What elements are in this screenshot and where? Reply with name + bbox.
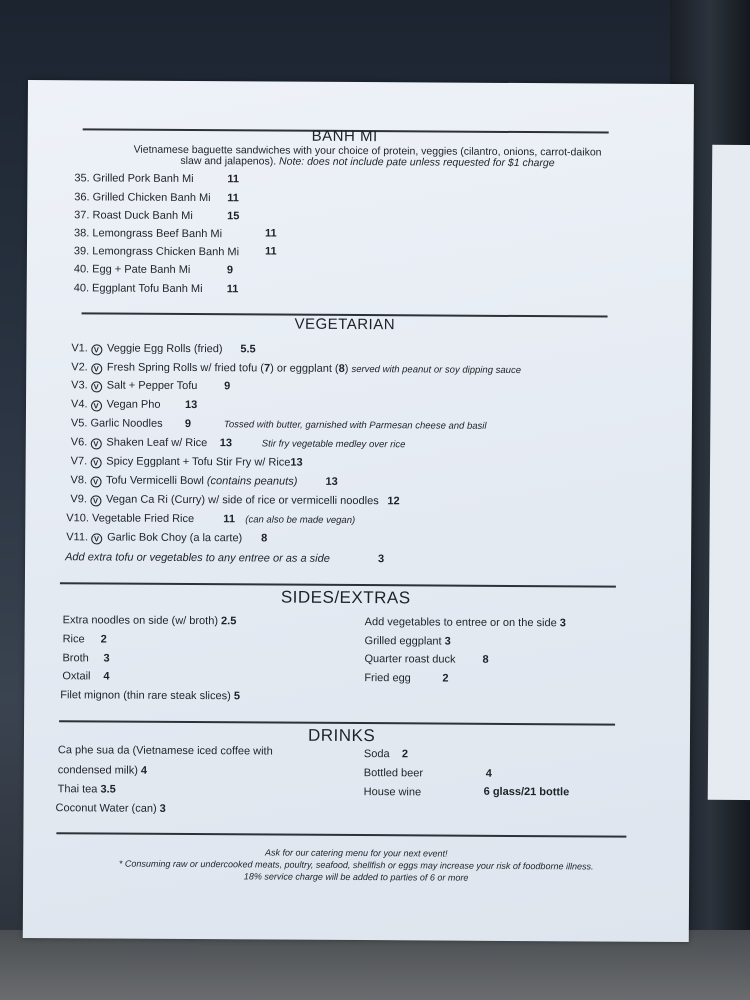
section-title-vegetarian: VEGETARIAN [294, 315, 396, 334]
item-price: 9 [226, 264, 234, 277]
menu-item: V6. V Shaken Leaf w/ Rice [70, 436, 208, 450]
item-note: Tossed with butter, garnished with Parmesan cheese and basil [223, 419, 487, 432]
extra-note: Add extra tofu or vegetables to any entree or as a side [65, 551, 330, 565]
banh-mi-description [67, 144, 667, 170]
divider [56, 832, 626, 837]
menu-sheet [23, 80, 694, 942]
item-price: 2 [442, 672, 449, 685]
item-price: 8 [482, 653, 489, 666]
item-price: 3 [378, 553, 385, 566]
vegan-icon: V [91, 363, 102, 374]
section-title-banh-mi: BANH MI [311, 127, 378, 146]
item-price: 15 [227, 210, 240, 223]
item-price: 2 [401, 748, 409, 761]
menu-item: 39. Lemongrass Chicken Banh Mi [73, 245, 240, 259]
menu-item: V8. V Tofu Vermicelli Bowl (contains peanuts) [70, 474, 298, 488]
vegan-icon: V [91, 533, 102, 544]
item-price: 8 [261, 532, 268, 545]
menu-item: V3. V Salt + Pepper Tofu [71, 379, 198, 393]
side-item: Filet mignon (thin rare steak slices) 5 [60, 689, 241, 703]
item-price: 2 [100, 633, 107, 646]
drink-item: Thai tea 3.5 [57, 783, 116, 796]
item-price: 9 [184, 417, 192, 431]
side-item: Oxtail [62, 670, 91, 683]
menu-item: 40. Eggplant Tofu Banh Mi [73, 282, 203, 296]
item-price: 11 [227, 192, 239, 205]
item-note: Stir fry vegetable medley over rice [261, 438, 406, 451]
vegan-icon: V [90, 457, 101, 468]
item-price: 5.5 [240, 343, 256, 356]
drink-item: Soda [363, 748, 390, 761]
side-item: Extra noodles on side (w/ broth) 2.5 [62, 614, 237, 628]
drink-item: House wine [363, 786, 422, 799]
side-item: Add vegetables to entree or on the side 3 [364, 616, 566, 630]
menu-item: V7. V Spicy Eggplant + Tofu Stir Fry w/ Rice13 [70, 455, 303, 469]
vegan-icon: V [91, 400, 102, 411]
item-price: 11 [223, 513, 235, 526]
item-price: 11 [264, 245, 277, 258]
item-note: served with peanut or soy dipping sauce [351, 363, 522, 377]
description-line: slaw and jalapenos). Note: does not include pate unless requested for $1 charge [180, 154, 555, 170]
section-title-drinks: DRINKS [307, 725, 376, 746]
divider [59, 720, 615, 725]
second-menu-sheet [708, 145, 750, 800]
footer-warning: * Consuming raw or undercooked meats, poultry, seafood, shellfish or eggs may increase your risk of foodborne illness. [118, 858, 594, 872]
item-price: 9 [224, 380, 231, 393]
menu-item: V4. V Vegan Pho [70, 398, 161, 411]
drink-item: Coconut Water (can) 3 [55, 802, 166, 815]
item-price: 12 [387, 495, 400, 508]
side-item: Rice [62, 633, 85, 646]
menu-item: 35. Grilled Pork Banh Mi [74, 172, 194, 186]
item-price: 13 [219, 437, 233, 450]
menu-item: V10. Vegetable Fried Rice [66, 512, 195, 526]
menu-item: V2. V Fresh Spring Rolls w/ fried tofu (7) or eggplant (8) served with peanut or soy dipping sauce [71, 361, 522, 377]
drink-item: condensed milk) 4 [57, 764, 148, 777]
drink-item: Bottled beer [363, 767, 424, 780]
menu-item: V9. V Vegan Ca Ri (Curry) w/ side of rice or vermicelli noodles [70, 493, 379, 508]
item-price: 13 [325, 475, 338, 488]
side-item: Fried egg [364, 672, 411, 685]
side-item: Quarter roast duck [364, 653, 456, 666]
item-price: 13 [184, 398, 198, 412]
item-price: 11 [226, 283, 239, 296]
item-price: 3 [103, 652, 110, 665]
divider [60, 582, 616, 587]
menu-item: 40. Egg + Pate Banh Mi [73, 263, 191, 276]
item-price: 4 [485, 767, 492, 780]
vegan-icon: V [90, 438, 101, 449]
item-note: (can also be made vegan) [245, 514, 356, 527]
drink-item: Ca phe sua da (Vietnamese iced coffee with [57, 744, 273, 758]
menu-item: V1. V Veggie Egg Rolls (fried) [71, 342, 223, 356]
section-title-sides: SIDES/EXTRAS [280, 587, 411, 608]
description-line: Vietnamese baguette sandwiches with your choice of protein, veggies (cilantro, onions, carrot-daikon [133, 143, 602, 159]
item-price: 4 [103, 670, 110, 683]
item-price: 11 [227, 173, 240, 186]
footer-service-charge: 18% service charge will be added to parties of 6 or more [243, 871, 469, 883]
vegan-icon: V [90, 495, 101, 506]
menu-item: 37. Roast Duck Banh Mi [74, 209, 193, 223]
vegan-icon: V [90, 476, 101, 487]
menu-item: 36. Grilled Chicken Banh Mi [74, 191, 211, 205]
side-item: Broth [62, 652, 89, 665]
menu-item: V11. V Garlic Bok Choy (a la carte) [66, 531, 243, 545]
footer-catering: Ask for our catering menu for your next event! [264, 847, 448, 859]
menu-item: V5. Garlic Noodles [70, 417, 163, 430]
menu-item: 38. Lemongrass Beef Banh Mi [74, 227, 223, 241]
vegan-icon: V [91, 381, 102, 392]
item-price: 6 glass/21 bottle [483, 785, 570, 799]
vegan-icon: V [91, 344, 102, 355]
item-price: 11 [265, 227, 277, 240]
side-item: Grilled eggplant 3 [364, 635, 451, 648]
